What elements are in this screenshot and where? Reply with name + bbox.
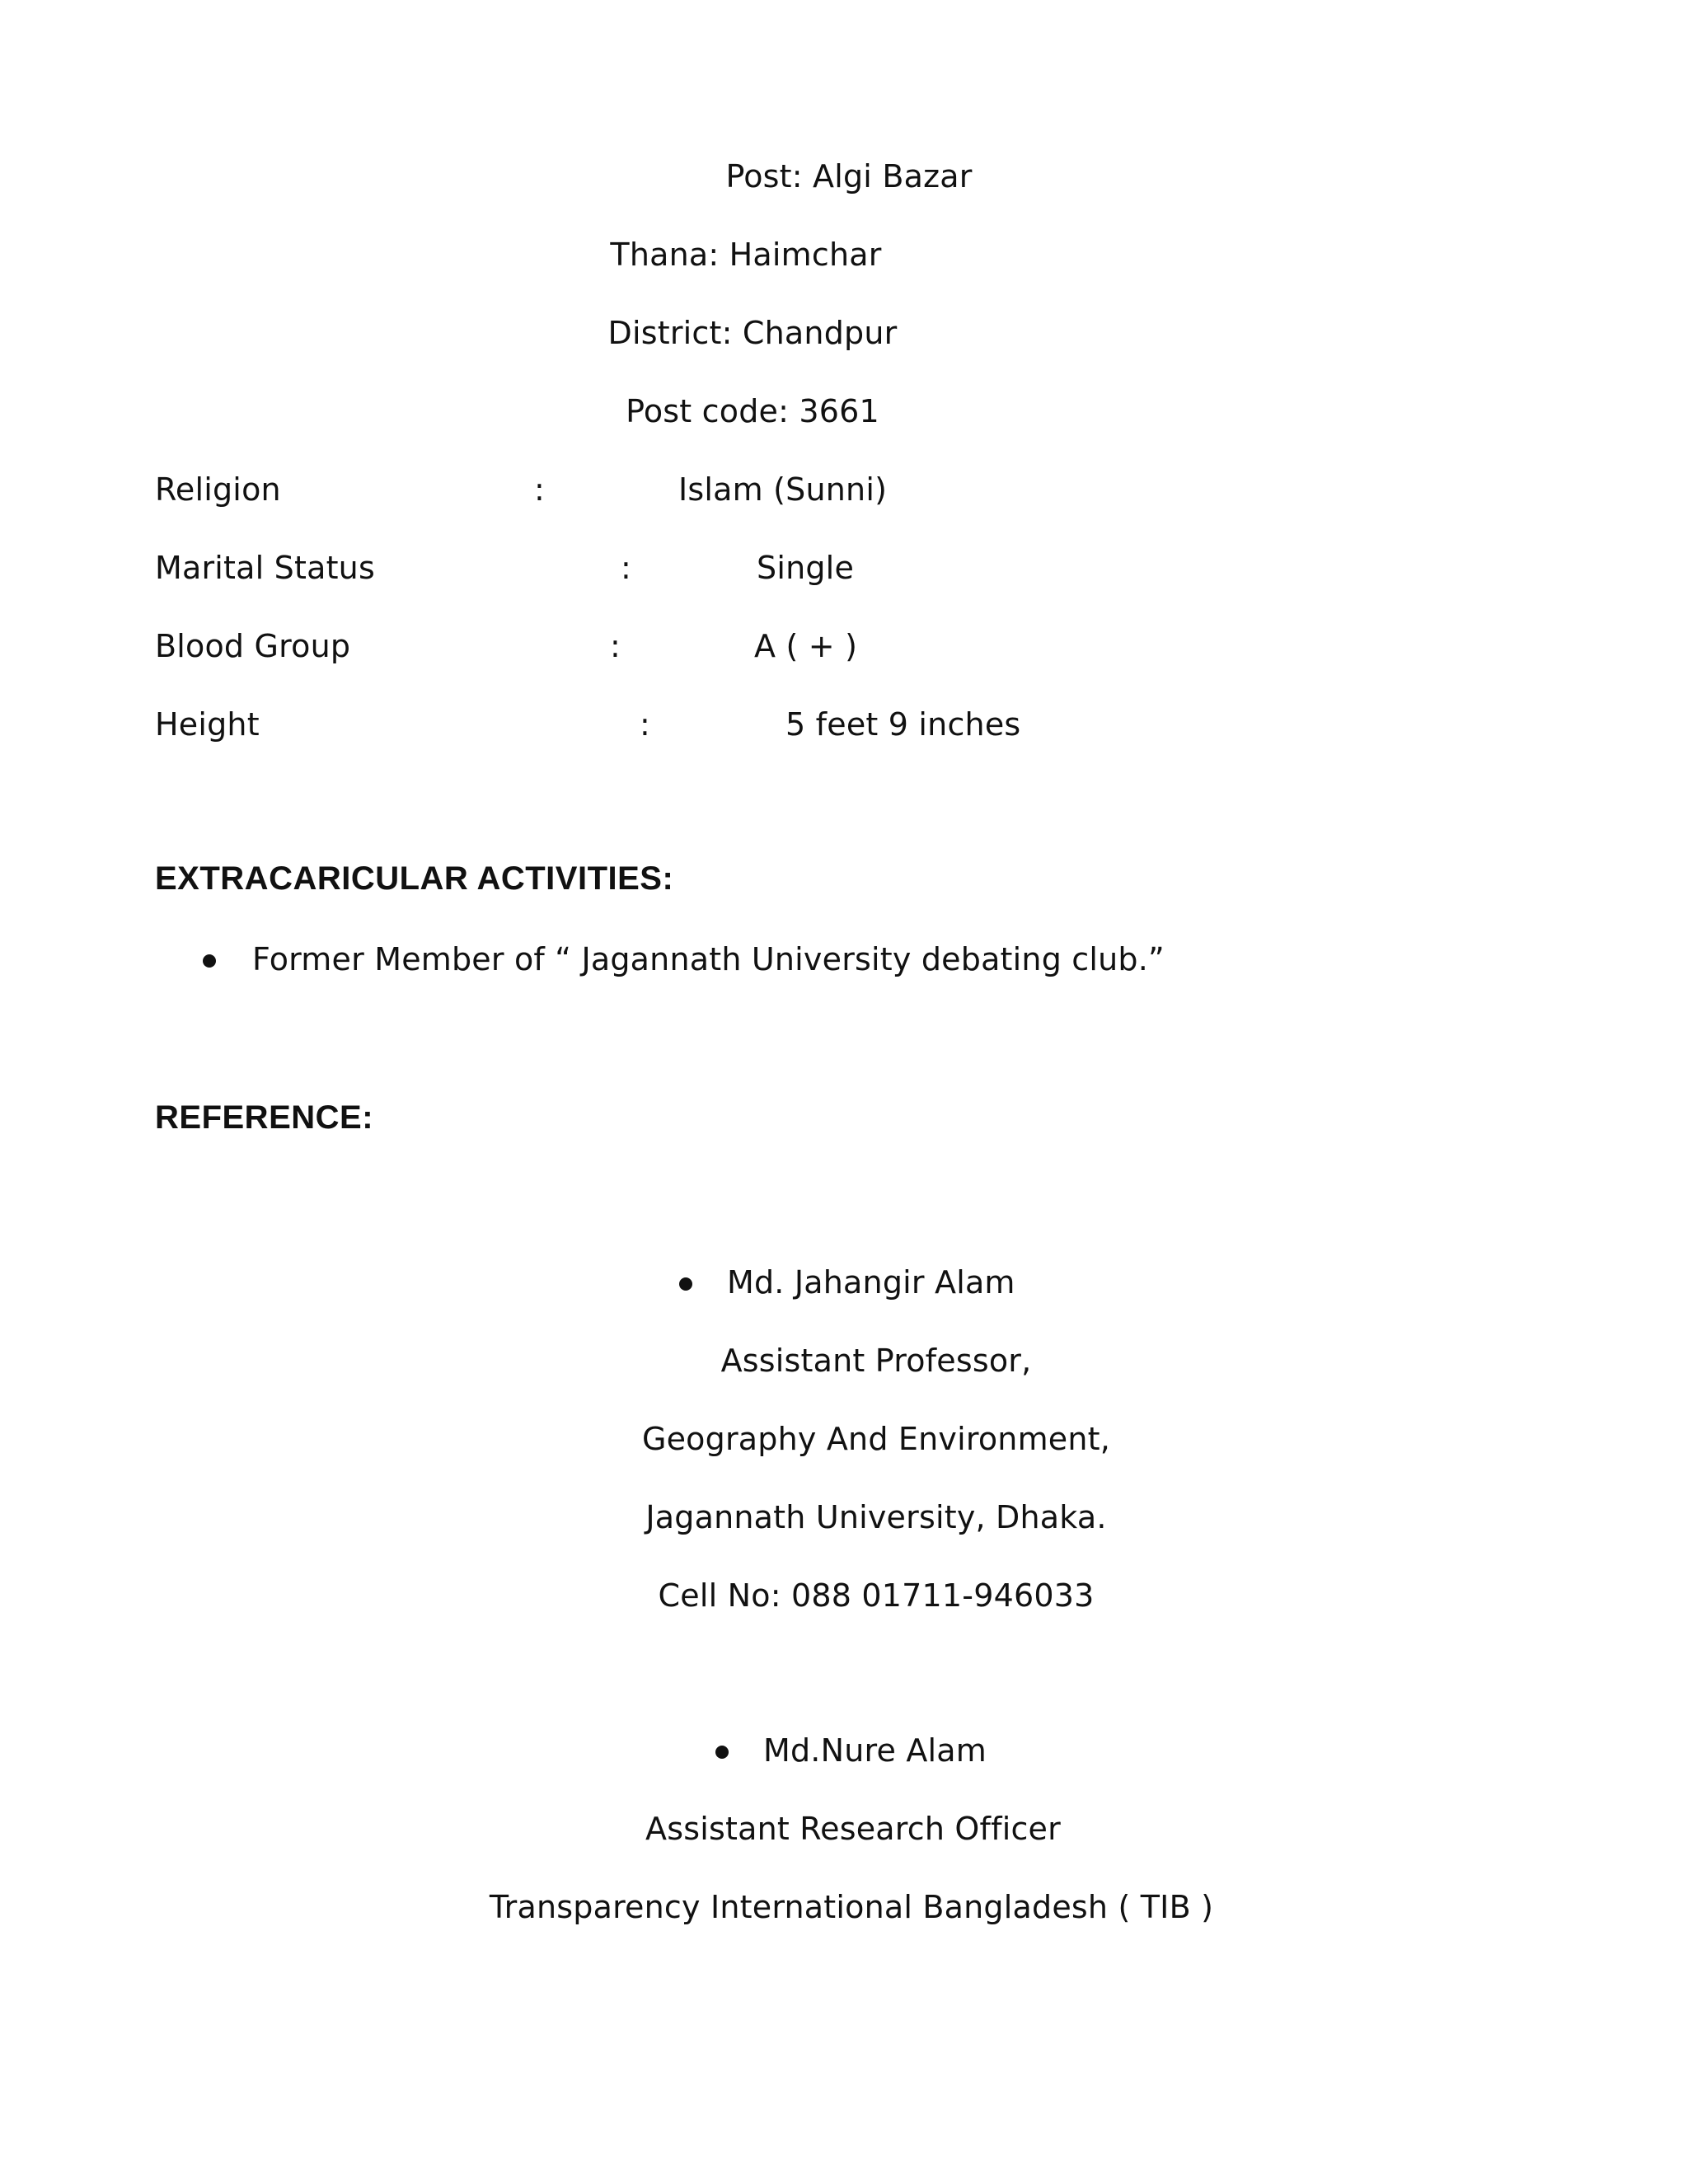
reference-heading: REFERENCE: [155, 1099, 374, 1136]
marital-status-separator: : [621, 550, 632, 586]
reference-2-name: Md.Nure Alam [763, 1732, 987, 1769]
religion-value: Islam (Sunni) [678, 471, 888, 508]
blood-group-label: Blood Group [155, 628, 351, 664]
reference-2-title: Assistant Research Officer [645, 1811, 1061, 1847]
address-post: Post: Algi Bazar [725, 158, 973, 194]
height-separator: : [640, 706, 651, 743]
reference-1-title: Assistant Professor, [720, 1343, 1032, 1379]
religion-separator: : [534, 471, 546, 508]
extracurricular-heading: EXTRACARICULAR ACTIVITIES: [155, 860, 674, 897]
reference-1-name: Md. Jahangir Alam [727, 1264, 1015, 1301]
bullet-icon [715, 1746, 729, 1759]
marital-status-value: Single [757, 550, 855, 586]
religion-label: Religion [155, 471, 281, 508]
address-thana: Thana: Haimchar [610, 237, 882, 273]
height-value: 5 feet 9 inches [785, 706, 1021, 743]
reference-1-institution: Jagannath University, Dhaka. [645, 1499, 1107, 1535]
bullet-icon [679, 1277, 692, 1291]
extracurricular-item: Former Member of “ Jagannath University debating club.” [252, 941, 1165, 977]
reference-2-organization: Transparency International Bangladesh ( TIB ) [489, 1889, 1214, 1925]
reference-1-department: Geography And Environment, [641, 1421, 1111, 1457]
marital-status-label: Marital Status [155, 550, 375, 586]
height-label: Height [155, 706, 260, 743]
blood-group-separator: : [610, 628, 621, 664]
bullet-icon [203, 954, 216, 968]
blood-group-value: A ( + ) [754, 628, 858, 664]
address-post-code: Post code: 3661 [626, 393, 879, 429]
address-district: District: Chandpur [607, 315, 898, 351]
reference-1-phone: Cell No: 088 01711-946033 [658, 1577, 1095, 1614]
